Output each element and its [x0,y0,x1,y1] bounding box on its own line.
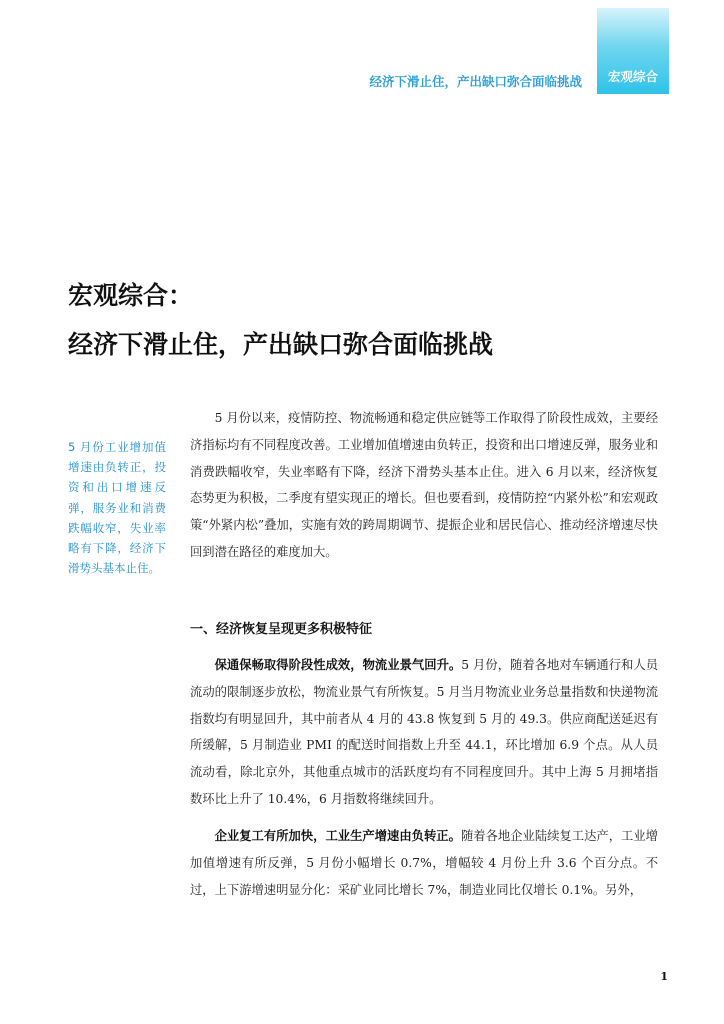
paragraph-lead: 企业复工有所加快，工业生产增速由负转正。 [214,828,461,843]
margin-note: 5 月份工业增加值增速由负转正，投资和出口增速反弹，服务业和消费跌幅收窄，失业率略有下降，经济下滑势头基本止住。 [68,440,166,576]
section-tab-label: 宏观综合 [607,69,658,84]
section-heading: 一、经济恢复呈现更多积极特征 [190,622,373,637]
page-title-line1: 宏观综合： [68,281,194,310]
paragraph-lead: 保通保畅取得阶段性成效，物流业景气回升。 [214,657,462,672]
paragraph-industry [190,823,658,915]
running-header-title: 经济下滑止住，产出缺口弥合面临挑战 [369,74,582,89]
page-title-line2: 经济下滑止住，产出缺口弥合面临挑战 [68,330,494,359]
intro-paragraph: 5 月份以来，疫情防控、物流畅通和稳定供应链等工作取得了阶段性成效，主要经济指标均有不同程度改善。工业增加值增速由负转正，投资和出口增速反弹，服务业和消费跌幅收窄，失业率略有下降，经济下滑势头基本止住。进入 6 月以来，经济恢复态势更为积极，二季度有望实现正的增长。但也要看到，疫情防控“内紧外松”和宏观政策“外紧内松”叠加，实施有效的跨周期调节、提振企业和居民信心、推动经济增速尽快回到潜在路径的难度加大。 [190,411,658,559]
paragraph-logistics [190,652,658,813]
paragraph-body: 随着各地企业陆续复工达产，工业增加值增速有所反弹，5 月份小幅增长 0.7%，增幅较 4 月份上升 3.6 个百分点。不过，上下游增速明显分化：采矿业同比增长 7%，制造业同比仅增长 0.1%。另外， [190,829,658,897]
section-tab [597,8,669,94]
page-number: 1 [660,970,668,983]
paragraph-body: 5 月份，随着各地对车辆通行和人员流动的限制逐步放松，物流业景气有所恢复。5 月当月物流业业务总量指数和快递物流指数均有明显回升，其中前者从 4 月的 43.8 恢复到 5 月的 49.3。供应商配送延迟有所缓解，5 月制造业 PMI 的配送时间指数上升至 44.1，环比增加 6.9 个点。从人员流动看，除北京外，其他重点城市的活跃度均有不同程度回升。其中上海 5 月拥堵指数环比上升了 10.4%，6 月指数将继续回升。 [190,658,658,806]
